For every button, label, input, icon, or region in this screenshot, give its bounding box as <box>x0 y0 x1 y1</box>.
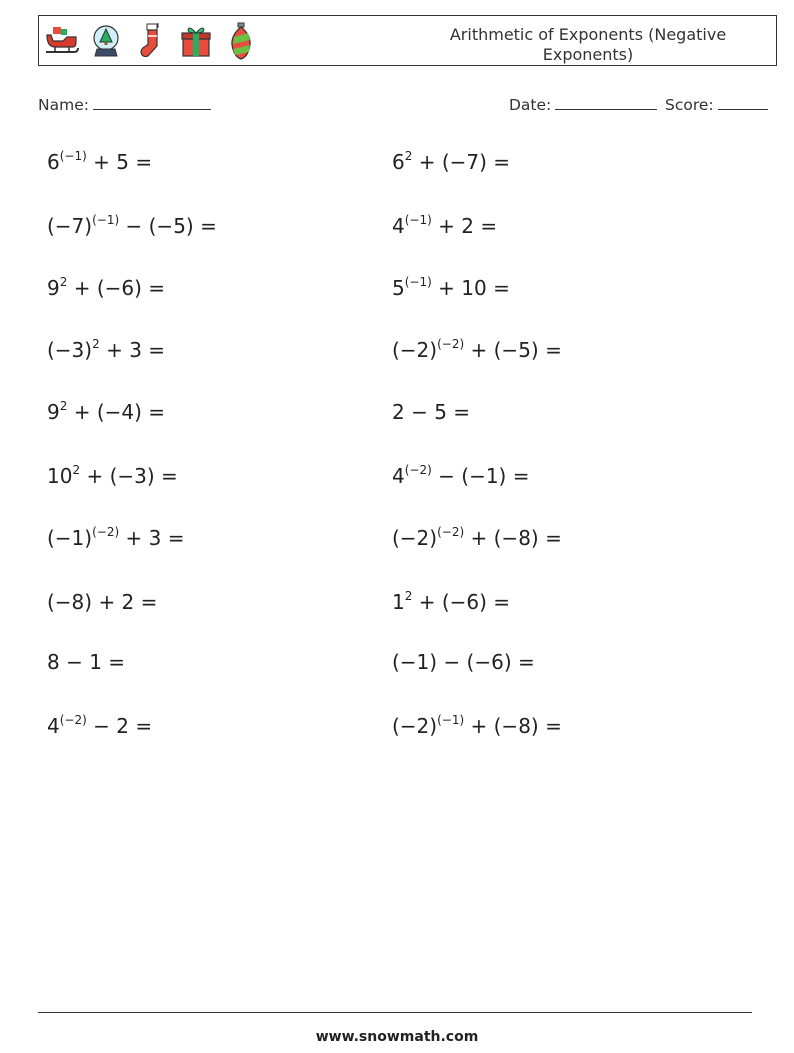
problem-exponent: (−1) <box>437 713 465 727</box>
problem-item <box>47 524 184 552</box>
problem-rest: − (−1) = <box>431 464 530 488</box>
problem-item <box>47 274 165 302</box>
problem-item <box>392 148 510 176</box>
problem-base: (−8) + 2 = <box>47 590 158 614</box>
decoration-icons <box>43 20 268 62</box>
problem-base: (−2) <box>392 526 438 550</box>
problem-item <box>392 524 562 552</box>
problem-base: 10 <box>47 464 73 488</box>
problem-rest: + (−6) = <box>67 276 166 300</box>
problem-item <box>392 398 470 426</box>
problem-rest: + 3 = <box>99 338 166 362</box>
problem-rest: + (−5) = <box>464 338 562 362</box>
problem-exponent: (−2) <box>404 463 432 477</box>
problem-base: (−7) <box>47 214 93 238</box>
problem-exponent: 2 <box>92 337 100 351</box>
problem-base: 8 − 1 = <box>47 650 126 674</box>
problem-base: 5 <box>392 276 405 300</box>
problem-rest: + 10 = <box>431 276 510 300</box>
problem-base: 6 <box>47 150 60 174</box>
problem-item <box>47 148 152 176</box>
problem-rest: + (−8) = <box>464 714 562 738</box>
problem-item <box>392 336 562 364</box>
header-box <box>38 15 777 66</box>
problem-item <box>392 712 562 740</box>
problem-base: 1 <box>392 590 405 614</box>
problem-base: 4 <box>392 464 405 488</box>
date-field <box>509 93 657 116</box>
problem-exponent: (−2) <box>437 337 465 351</box>
footer-url: www.snowmath.com <box>315 1029 479 1045</box>
problem-rest: + (−4) = <box>67 400 166 424</box>
problem-base: 4 <box>392 214 405 238</box>
problem-exponent: 2 <box>72 463 81 477</box>
date-line[interactable] <box>555 93 657 110</box>
problem-item <box>47 462 178 490</box>
worksheet-title: Arithmetic of Exponents (Negative Exponents) <box>449 25 727 64</box>
problem-exponent: 2 <box>404 149 413 163</box>
problem-rest: + 3 = <box>119 526 185 550</box>
problem-rest: + (−3) = <box>80 464 178 488</box>
problem-item <box>47 212 217 240</box>
name-label: Name: <box>38 96 89 114</box>
problem-item <box>47 588 157 616</box>
problem-base: 2 − 5 = <box>392 400 471 424</box>
problem-base: 6 <box>392 150 405 174</box>
problem-item <box>392 648 535 676</box>
problem-exponent: (−1) <box>59 149 87 163</box>
problem-base: (−1) − (−6) = <box>392 650 535 674</box>
score-field <box>665 93 768 116</box>
name-line[interactable] <box>93 93 211 110</box>
snow-globe-icon <box>88 20 124 62</box>
problem-exponent: 2 <box>59 275 68 289</box>
problem-base: (−2) <box>392 338 438 362</box>
name-field <box>38 93 211 116</box>
problem-rest: + 2 = <box>431 214 498 238</box>
problem-rest: + (−8) = <box>464 526 562 550</box>
problem-item <box>47 648 125 676</box>
problem-exponent: (−1) <box>404 275 432 289</box>
date-label: Date: <box>509 96 552 114</box>
problem-rest: + 5 = <box>86 150 153 174</box>
score-label: Score: <box>665 96 714 114</box>
problem-base: 4 <box>47 714 60 738</box>
problem-item <box>47 398 165 426</box>
problem-item <box>392 274 510 302</box>
problem-rest: + (−7) = <box>412 150 511 174</box>
sleigh-icon <box>43 20 79 62</box>
problem-base: (−2) <box>392 714 438 738</box>
problem-exponent: (−2) <box>437 525 465 539</box>
problem-item <box>392 212 497 240</box>
problem-exponent: 2 <box>404 589 413 603</box>
problem-base: (−1) <box>47 526 93 550</box>
problem-rest: − (−5) = <box>119 214 217 238</box>
problem-base: 9 <box>47 276 60 300</box>
problem-rest: + (−6) = <box>412 590 511 614</box>
problem-item <box>392 462 529 490</box>
score-line[interactable] <box>718 93 768 110</box>
problem-exponent: (−2) <box>59 713 87 727</box>
problem-item <box>47 712 152 740</box>
gift-icon <box>178 20 214 62</box>
problem-exponent: (−1) <box>404 213 432 227</box>
stocking-icon <box>133 20 169 62</box>
ornament-icon <box>223 20 259 62</box>
problem-base: 9 <box>47 400 60 424</box>
problem-rest: − 2 = <box>86 714 153 738</box>
problem-exponent: (−1) <box>92 213 120 227</box>
problem-item <box>47 336 165 364</box>
problem-exponent: 2 <box>59 399 68 413</box>
problem-base: (−3) <box>47 338 93 362</box>
problem-item <box>392 588 510 616</box>
footer-divider <box>38 1012 752 1013</box>
problem-exponent: (−2) <box>92 525 120 539</box>
